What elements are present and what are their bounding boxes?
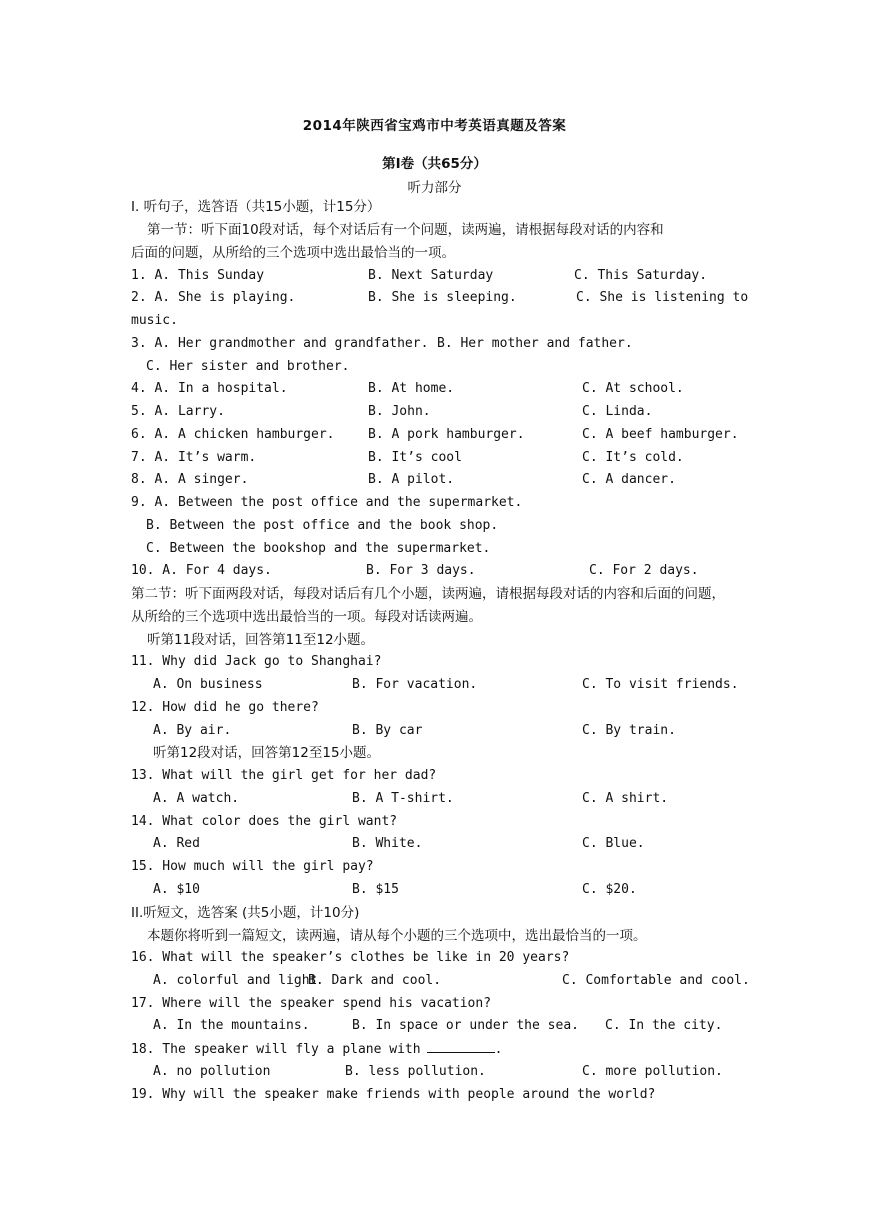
option-c: C. For 2 days.: [589, 563, 699, 578]
question-14-options: [131, 834, 751, 854]
question-9-option-b: B. Between the post office and the book shop.: [146, 518, 499, 533]
option-b: B. less pollution.: [345, 1064, 486, 1079]
option-b: B. A T-shirt.: [352, 791, 454, 806]
question-19-stem: 19. Why will the speaker make friends with people around the world?: [131, 1087, 656, 1102]
question-8: [131, 470, 751, 490]
option-b: B. By car: [352, 723, 423, 738]
section1-intro: 第一节：听下面10段对话，每个对话后有一个问题，读两遍，请根据每段对话的内容和: [147, 222, 664, 238]
option-b: B. For 3 days.: [366, 563, 476, 578]
option-b: B. John.: [368, 404, 431, 419]
option-c: C. Linda.: [582, 404, 653, 419]
section3-intro: 本题你将听到一篇短文，读两遍，请从每个小题的三个选项中，选出最恰当的一项。: [147, 928, 647, 944]
paper-subtitle: 第Ⅰ卷（共65分）: [382, 156, 487, 172]
question-10: [131, 561, 751, 581]
question-3-option-c: C. Her sister and brother.: [146, 359, 350, 374]
option-c: C. At school.: [582, 381, 684, 396]
question-18-end: .: [494, 1042, 503, 1057]
question-9-option-a: 9. A. Between the post office and the supermarket.: [131, 495, 523, 510]
option-c: C. By train.: [582, 723, 676, 738]
answer-blank: [427, 1039, 495, 1053]
question-18-text: 18. The speaker will fly a plane with: [131, 1042, 421, 1057]
option-c: C. It’s cold.: [582, 450, 684, 465]
option-c: C. To visit friends.: [582, 677, 739, 692]
question-17-stem: 17. Where will the speaker spend his vacation?: [131, 996, 492, 1011]
option-a: 7. A. It’s warm.: [131, 450, 257, 465]
question-1: [131, 266, 751, 286]
option-a: 10. A. For 4 days.: [131, 563, 272, 578]
option-b: B. In space or under the sea.: [352, 1018, 579, 1033]
option-a: A. no pollution: [153, 1064, 271, 1079]
option-c: C. A shirt.: [582, 791, 669, 806]
question-13-stem: 13. What will the girl get for her dad?: [131, 768, 437, 783]
option-b: B. Next Saturday: [368, 268, 494, 283]
question-2-cont: music.: [131, 313, 178, 328]
question-9-option-c: C. Between the bookshop and the supermarket.: [146, 541, 491, 556]
option-a: 8. A. A singer.: [131, 472, 249, 487]
option-a: A. Red: [153, 836, 200, 851]
option-b: B. For vacation.: [352, 677, 478, 692]
question-12-stem: 12. How did he go there?: [131, 700, 319, 715]
option-b: B. Dark and cool.: [308, 973, 442, 988]
question-18-options: [131, 1062, 751, 1082]
question-14-stem: 14. What color does the girl want?: [131, 814, 398, 829]
option-b: B. She is sleeping.: [368, 290, 517, 305]
dialog-11-instruction: 听第11段对话，回答第11至12小题。: [147, 632, 375, 648]
option-b: B. Her mother and father.: [437, 336, 633, 351]
option-a: A. $10: [153, 882, 200, 897]
question-2: [131, 288, 751, 308]
section1-heading: I. 听句子，选答语（共15小题，计15分）: [131, 199, 381, 215]
option-a: A. A watch.: [153, 791, 240, 806]
option-a: 2. A. She is playing.: [131, 290, 296, 305]
section1-intro-cont: 后面的问题，从所给的三个选项中选出最恰当的一项。: [131, 245, 455, 261]
option-a: 5. A. Larry.: [131, 404, 225, 419]
option-c: C. Blue.: [582, 836, 645, 851]
question-5: [131, 402, 751, 422]
question-12-options: [131, 721, 751, 741]
option-a: A. On business: [153, 677, 263, 692]
question-13-options: [131, 789, 751, 809]
option-a: 6. A. A chicken hamburger.: [131, 427, 335, 442]
section3-heading: II.听短文，选答案 (共5小题，计10分): [131, 905, 360, 921]
question-11-stem: 11. Why did Jack go to Shanghai?: [131, 654, 382, 669]
option-b: B. At home.: [368, 381, 455, 396]
question-6: [131, 425, 751, 445]
section2-intro-cont: 从所给的三个选项中选出最恰当的一项。每段对话读两遍。: [131, 609, 482, 625]
question-18-stem: [131, 1039, 751, 1059]
option-b: B. A pilot.: [368, 472, 455, 487]
question-11-options: [131, 675, 751, 695]
option-a: 4. A. In a hospital.: [131, 381, 288, 396]
question-17-options: [131, 1016, 751, 1036]
page-title: 2014年陕西省宝鸡市中考英语真题及答案: [302, 118, 567, 134]
question-4: [131, 379, 751, 399]
option-b: B. $15: [352, 882, 399, 897]
option-c: C. She is listening to: [576, 290, 749, 305]
option-a: A. By air.: [153, 723, 232, 738]
question-16-options: [131, 971, 751, 991]
question-16-stem: 16. What will the speaker’s clothes be like in 20 years?: [131, 950, 570, 965]
section2-intro: 第二节：听下面两段对话，每段对话后有几个小题，读两遍，请根据每段对话的内容和后面的问题，: [131, 586, 725, 602]
option-c: C. more pollution.: [582, 1064, 723, 1079]
option-a: A. colorful and light: [153, 973, 318, 988]
question-15-options: [131, 880, 751, 900]
option-b: B. It’s cool: [368, 450, 462, 465]
option-c: C. Comfortable and cool.: [562, 973, 750, 988]
option-a: 3. A. Her grandmother and grandfather.: [131, 336, 429, 351]
question-3: [131, 334, 751, 354]
option-c: C. This Saturday.: [574, 268, 708, 283]
question-7: [131, 448, 751, 468]
option-b: B. A pork hamburger.: [368, 427, 525, 442]
option-a: A. In the mountains.: [153, 1018, 310, 1033]
option-b: B. White.: [352, 836, 423, 851]
option-c: C. In the city.: [605, 1018, 723, 1033]
dialog-12-instruction: 听第12段对话，回答第12至15小题。: [153, 745, 381, 761]
option-c: C. A beef hamburger.: [582, 427, 739, 442]
option-c: C. A dancer.: [582, 472, 676, 487]
option-a: 1. A. This Sunday: [131, 268, 265, 283]
question-15-stem: 15. How much will the girl pay?: [131, 859, 374, 874]
part-heading: 听力部分: [407, 180, 462, 196]
option-c: C. $20.: [582, 882, 637, 897]
